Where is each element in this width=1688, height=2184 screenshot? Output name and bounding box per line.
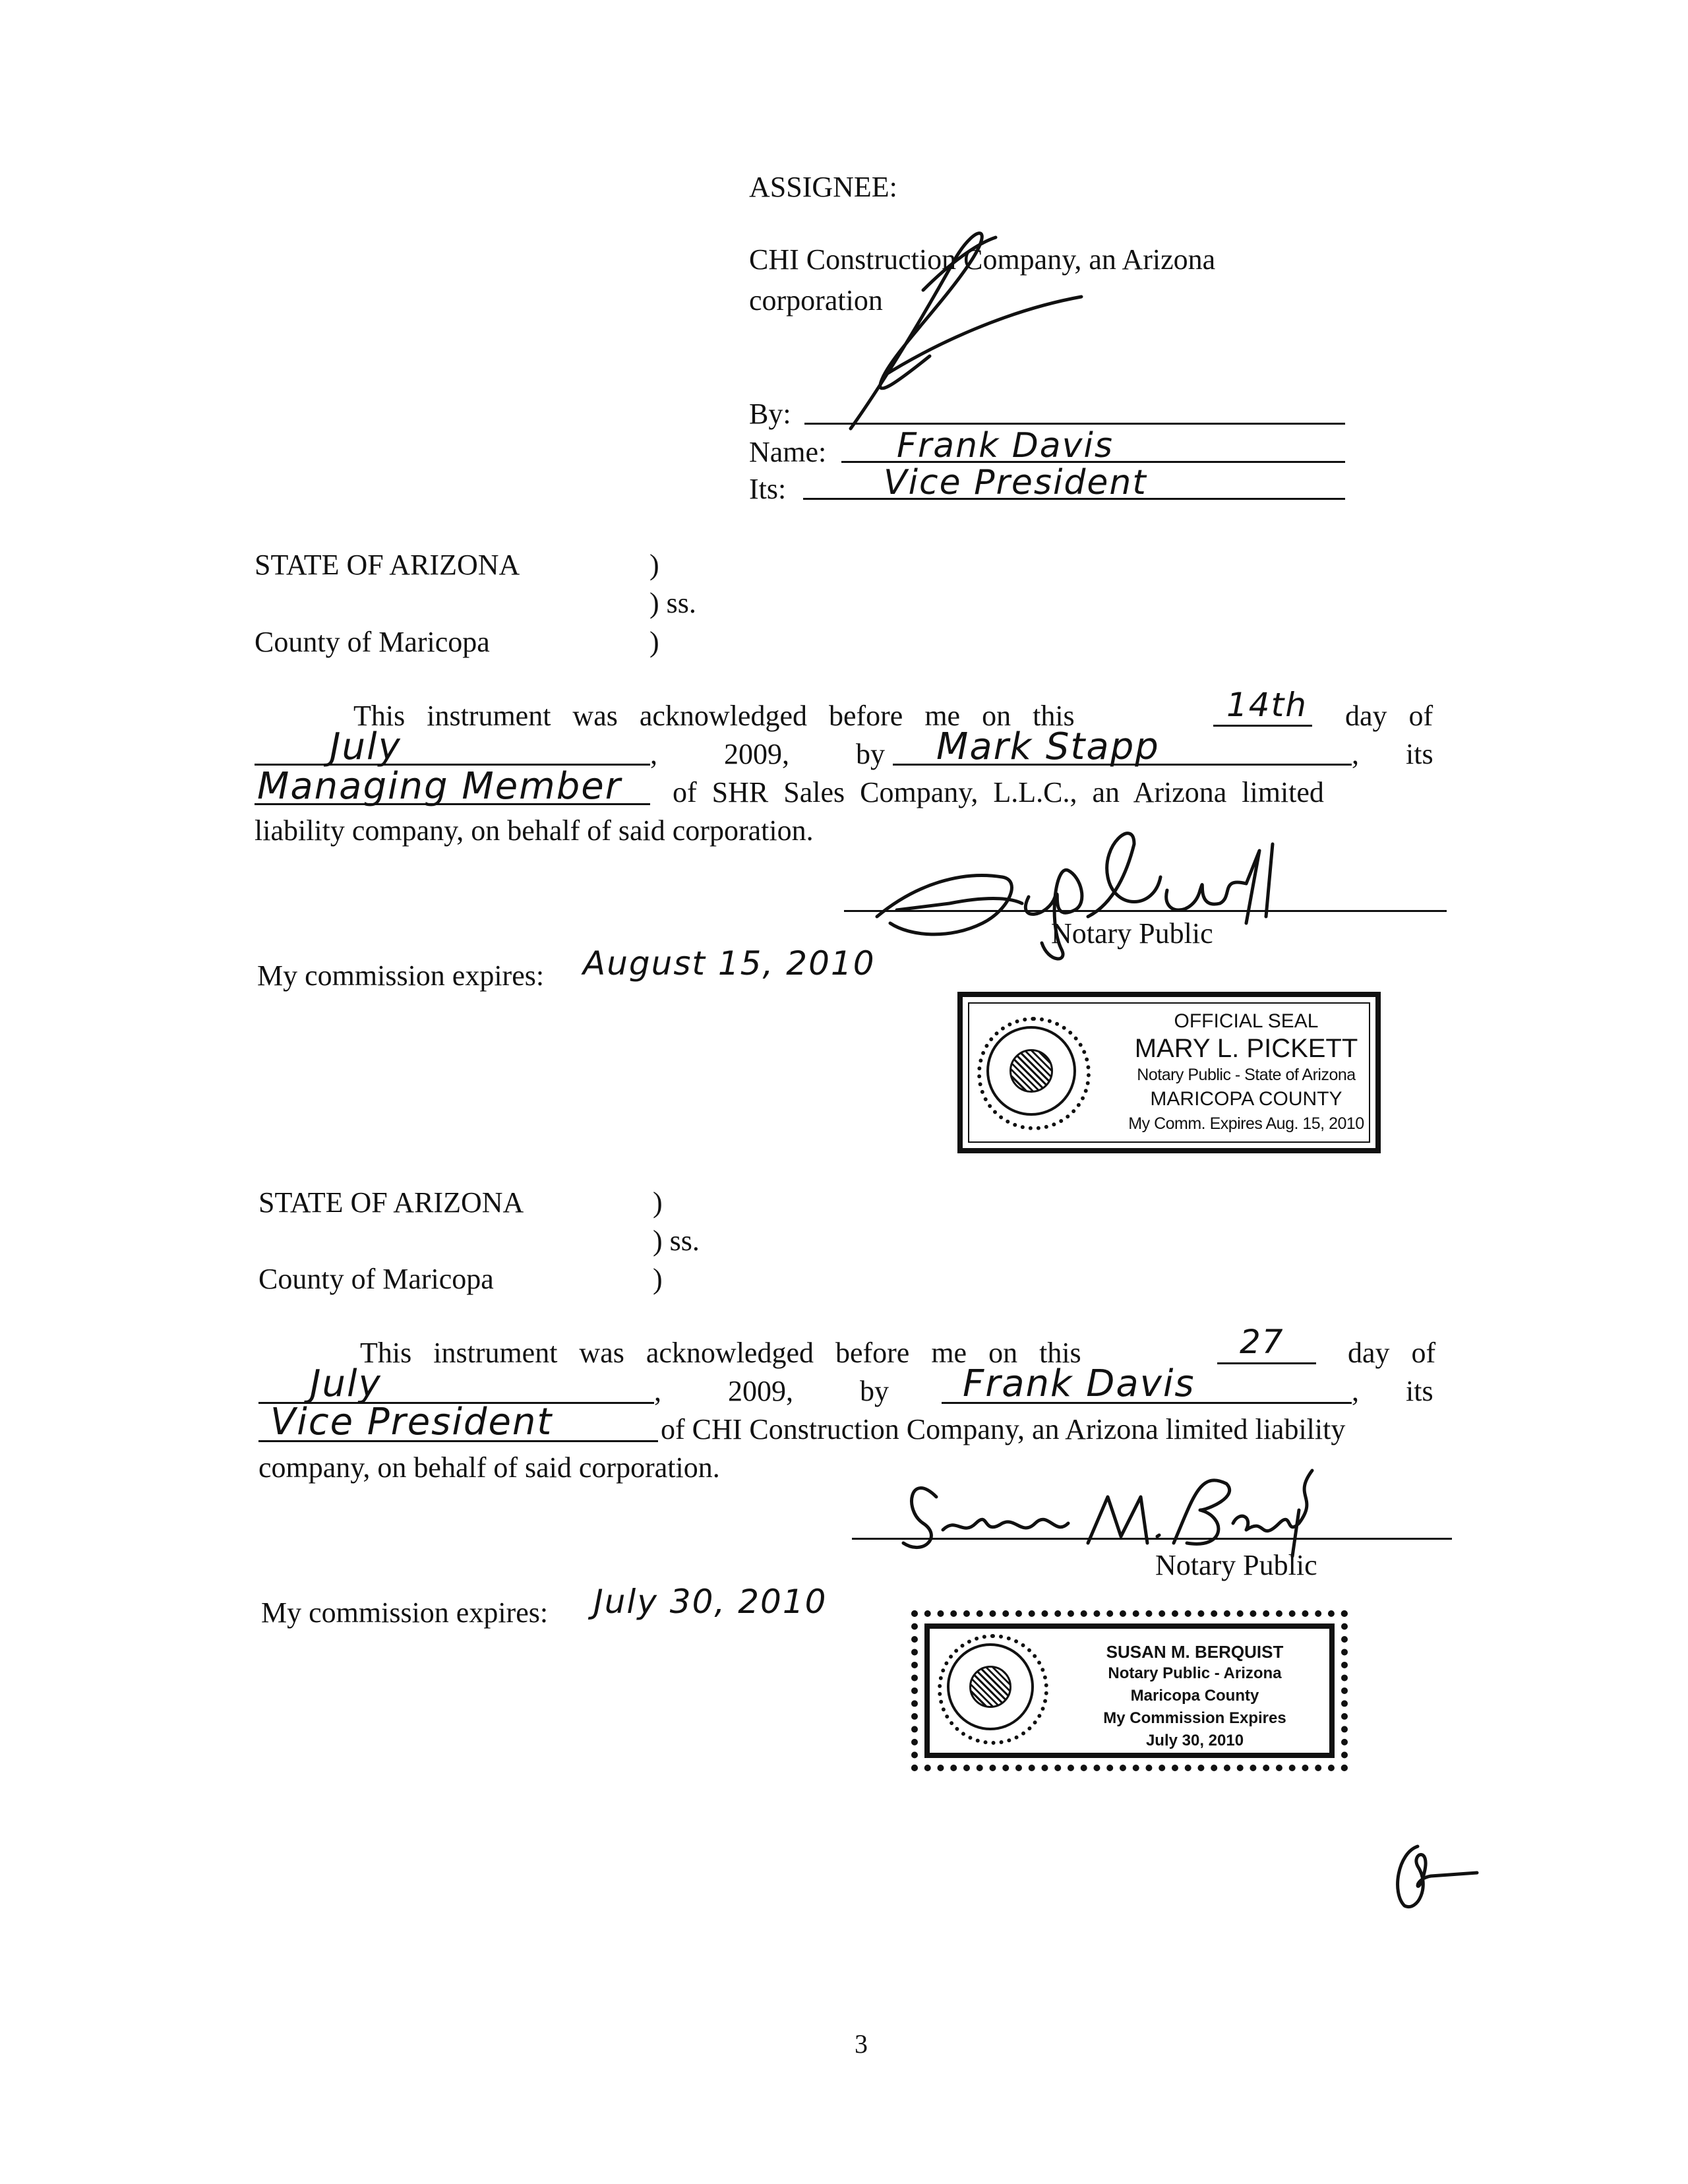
ack2-notary-line — [852, 1538, 1452, 1540]
assignee-company-line2: corporation — [749, 284, 883, 317]
ack2-notary-signature — [897, 1457, 1319, 1556]
seal1-line3: Notary Public - State of Arizona — [1137, 1066, 1356, 1084]
ack1-day-line — [1213, 725, 1312, 727]
arizona-state-seal-icon — [986, 1026, 1076, 1116]
ack1-commission-date: August 15, 2010 — [583, 944, 876, 983]
ack1-paren-top: ) — [649, 549, 659, 581]
assignee-heading: ASSIGNEE: — [749, 171, 897, 203]
assignee-company-line1: CHI Construction Company, an Arizona — [749, 243, 1216, 276]
official-seal-pickett — [957, 992, 1381, 1153]
arizona-state-seal-icon — [947, 1643, 1034, 1730]
ack1-title: Managing Member — [257, 765, 622, 808]
ack2-ss: ) ss. — [653, 1225, 700, 1257]
ack2-signer: Frank Davis — [963, 1362, 1195, 1405]
ack1-notary-label: Notary Public — [1051, 917, 1213, 950]
name-label: Name: — [749, 436, 827, 468]
ack2-paren-bottom: ) — [653, 1263, 663, 1295]
ack2-day-of: day of — [1348, 1337, 1436, 1369]
ack1-line3-text: of SHR Sales Company, L.L.C., an Arizona limited — [673, 776, 1324, 808]
ack2-title: Vice President — [270, 1401, 553, 1443]
ack1-county: County of Maricopa — [255, 626, 490, 658]
ack2-paren-top: ) — [653, 1186, 663, 1219]
ack1-its: , its — [1352, 738, 1433, 770]
ack1-state: STATE OF ARIZONA — [255, 549, 520, 581]
initials-mark — [1391, 1840, 1484, 1912]
ack2-state: STATE OF ARIZONA — [258, 1186, 524, 1219]
notary-stamp-berquist — [911, 1610, 1348, 1771]
ack2-notary-label: Notary Public — [1155, 1549, 1317, 1581]
ack2-day: 27 — [1240, 1323, 1284, 1361]
ack1-line4-text: liability company, on behalf of said corporation. — [255, 814, 814, 847]
name-value: Frank Davis — [897, 426, 1114, 466]
seal2-line3: Maricopa County — [1130, 1687, 1259, 1705]
its-label: Its: — [749, 473, 787, 505]
seal1-line1: OFFICIAL SEAL — [1174, 1010, 1319, 1032]
ack2-commission-label: My commission expires: — [261, 1596, 549, 1629]
ack2-its: , its — [1352, 1375, 1433, 1407]
ack1-signer: Mark Stapp — [936, 725, 1160, 768]
ack2-county: County of Maricopa — [258, 1263, 494, 1295]
ack1-line1-text: This instrument was acknowledged before me on this — [353, 700, 1075, 732]
ack2-day-line — [1217, 1362, 1316, 1364]
ack1-commission-label: My commission expires: — [257, 959, 545, 992]
by-label: By: — [749, 398, 791, 430]
ack2-commission-date: July 30, 2010 — [593, 1583, 828, 1621]
ack1-day-of: day of — [1345, 700, 1433, 732]
seal2-line1: SUSAN M. BERQUIST — [1106, 1642, 1284, 1662]
ack2-month: July — [310, 1362, 382, 1405]
ack1-notary-line — [844, 910, 1447, 912]
ack2-year-by: , 2009, by — [654, 1375, 889, 1407]
page-number: 3 — [855, 2029, 868, 2059]
seal1-line2: MARY L. PICKETT — [1134, 1034, 1358, 1063]
ack2-line3-text: of CHI Construction Company, an Arizona limited liability — [661, 1413, 1346, 1445]
ack2-line1-text: This instrument was acknowledged before me on this — [360, 1337, 1081, 1369]
seal1-line4: MARICOPA COUNTY — [1150, 1088, 1342, 1110]
ack1-month: July — [330, 725, 402, 768]
assignee-signature — [844, 218, 1095, 435]
seal2-line4: My Commission Expires — [1103, 1709, 1286, 1727]
ack1-year-by: , 2009, by — [650, 738, 885, 770]
ack2-line4-text: company, on behalf of said corporation. — [258, 1451, 720, 1484]
ack1-paren-bottom: ) — [649, 626, 659, 658]
seal2-line2: Notary Public - Arizona — [1108, 1664, 1282, 1682]
its-value: Vice President — [884, 463, 1147, 502]
ack1-ss: ) ss. — [649, 587, 696, 619]
ack1-day: 14th — [1226, 686, 1308, 724]
seal2-line5: July 30, 2010 — [1145, 1732, 1244, 1749]
seal1-line5: My Comm. Expires Aug. 15, 2010 — [1128, 1114, 1364, 1133]
